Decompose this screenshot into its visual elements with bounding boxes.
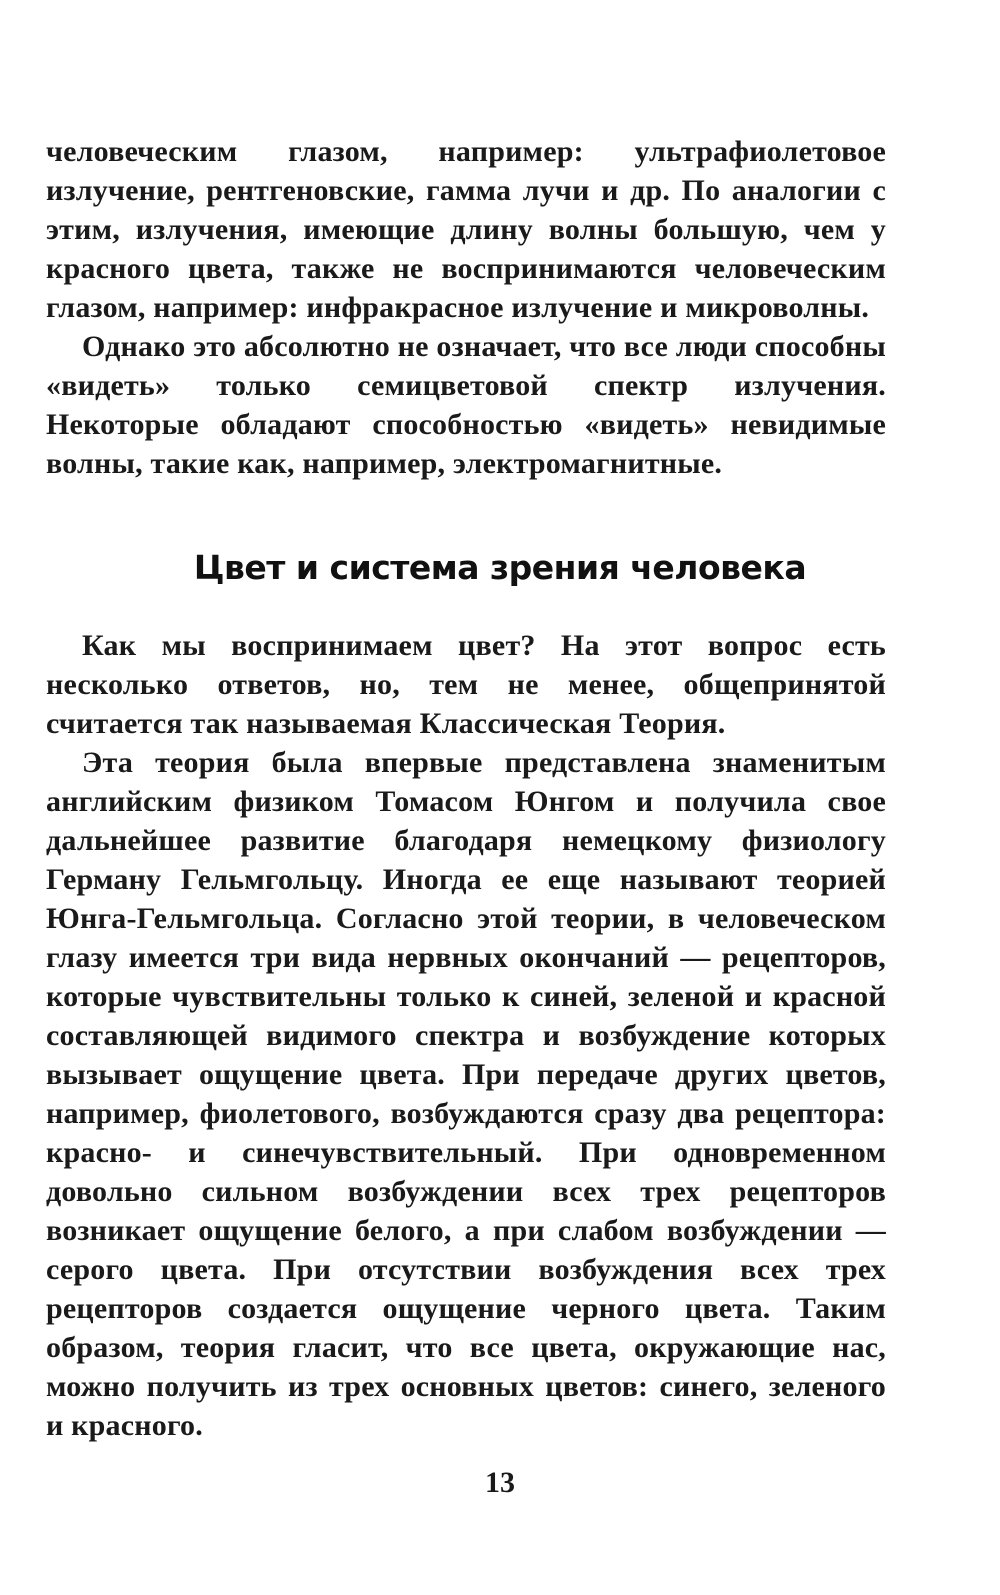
paragraph: Эта теория была впервые представлена знаменитым английским физиком Томасом Юнгом и получила свое дальнейшее развитие благодаря немецкому физиологу Герману Гельмгольцу. Иногда ее еще называют теорией Юнга-Гельмгольца. Согласно этой теории, в человеческом глазу имеется три вида нервных окончаний — рецепторов, которые чувствительны только к синей, зеленой и красной составляющей видимого спектра и возбуждение которых вызывает ощущение цвета. При передаче других цветов, например, фиолетового, возбуждаются сразу два рецептора: красно- и синечувствительный. При одновременном довольно сильном возбуждении всех трех рецепторов возникает ощущение белого, а при слабом возбуждении — серого цвета. При отсутствии возбуждения всех трех рецепторов создается ощущение черного цвета. Таким образом, теория гласит, что все цвета, окружающие нас, можно получить из трех основных цветов: синего, зеленого и красного. (46, 746, 886, 1442)
page-number: 13 (485, 1466, 515, 1499)
section-text-block (46, 626, 886, 1445)
section-heading: Цвет и система зрения человека (193, 548, 807, 587)
paragraph-continued: человеческим глазом, например: ультрафиолетовое излучение, рентгеновские, гамма лучи и др. По аналогии с этим, излучения, имеющие длину волны большую, чем у красного цвета, также не воспринимаются человеческим глазом, например: инфракрасное излучение и микроволны. (46, 135, 886, 324)
paragraph: Однако это абсолютно не означает, что все люди способны «видеть» только семицветовой спектр излучения. Некоторые обладают способностью «видеть» невидимые волны, такие как, например, электромагнитные. (46, 330, 886, 480)
continued-text-block (46, 132, 886, 483)
paragraph: Как мы воспринимаем цвет? На этот вопрос есть несколько ответов, но, тем не менее, общепринятой считается так называемая Классическая Теория. (46, 629, 886, 740)
